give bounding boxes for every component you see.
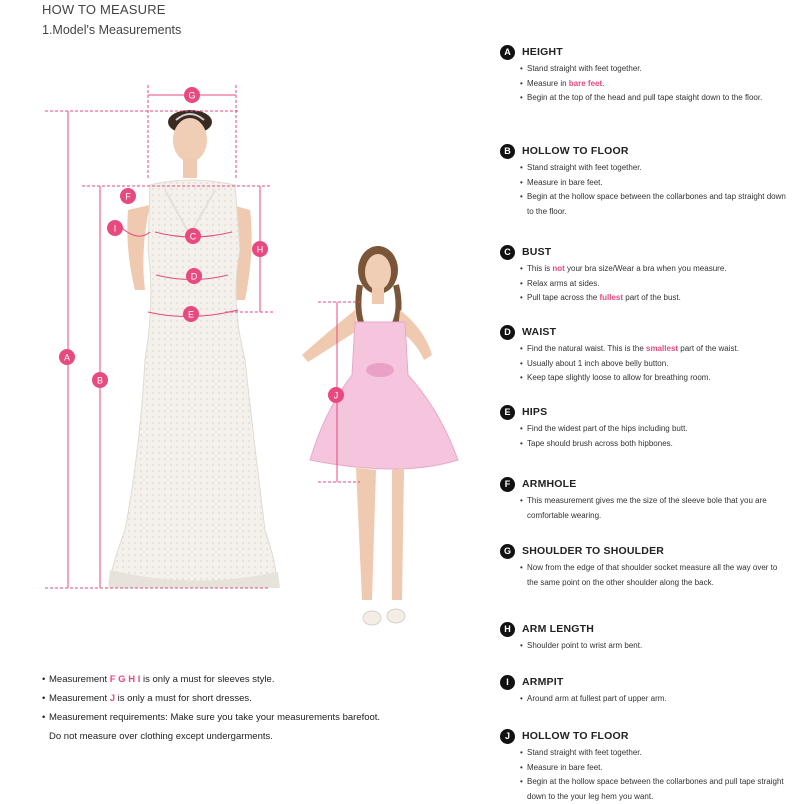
highlight-text: smallest [646, 344, 679, 353]
marker-i [107, 220, 123, 236]
page-subtitle: 1.Model's Measurements [42, 23, 182, 37]
section-title: SHOULDER TO SHOULDER [522, 545, 665, 557]
instruction-item [520, 77, 790, 92]
item-text: is only a must for sleeves style. [140, 674, 275, 685]
badge-j: J [500, 729, 515, 744]
item-text: Begin at the hollow space between the collarbones and tap straight down to the floor. [527, 192, 786, 216]
instruction-item [520, 371, 790, 386]
svg-text:J: J [333, 390, 339, 401]
svg-text:I: I [113, 223, 117, 234]
section-armpit [500, 674, 790, 707]
item-text: Around arm at fullest part of upper arm. [527, 694, 667, 703]
item-text: Find the natural waist. This is the [527, 344, 647, 353]
section-title: WAIST [522, 326, 557, 338]
item-text: . [602, 78, 605, 88]
item-text: Begin at the hollow space between the collarbones and pull tape straight down to the your leg hem you want. [527, 777, 784, 801]
marker-g [184, 87, 200, 103]
instruction-item [520, 62, 790, 77]
svg-text:C: C [189, 231, 197, 242]
item-text: Relax arms at sides. [527, 278, 600, 288]
badge-a: A [500, 45, 515, 60]
item-text: Tape should brush across both hipbones. [527, 438, 673, 448]
measurement-illustration [0, 0, 470, 650]
measurement-notes [42, 670, 482, 746]
item-text: Shoulder point to wrist arm bent. [527, 641, 643, 650]
section-title: HOLLOW TO FLOOR [522, 145, 629, 157]
instruction-item [520, 494, 790, 523]
item-text: This measurement gives me the size of the sleeve bole that you are comfortable wearing. [527, 496, 767, 520]
badge-d: D [500, 325, 515, 340]
badge-b: B [500, 144, 515, 159]
highlight-text: fullest [599, 293, 624, 302]
item-text: Find the widest part of the hips including butt. [527, 424, 688, 433]
marker-b [92, 372, 108, 388]
instruction-item [520, 761, 790, 776]
item-text: Usually about 1 inch above belly button. [527, 358, 669, 368]
instruction-item [520, 277, 790, 292]
instruction-item [520, 176, 790, 191]
section-title: ARM LENGTH [522, 623, 594, 635]
highlight-text: not [552, 264, 565, 273]
instruction-item [520, 190, 790, 219]
note-item [42, 670, 482, 689]
section-height [500, 44, 790, 106]
svg-text:G: G [188, 90, 196, 101]
section-title: ARMHOLE [522, 478, 577, 490]
svg-text:H: H [256, 244, 264, 255]
instruction-item [520, 746, 790, 761]
svg-text:F: F [125, 191, 131, 202]
item-text: part of the waist. [678, 344, 739, 353]
instruction-item [520, 357, 790, 372]
short-dress-model [302, 246, 458, 625]
badge-c: C [500, 245, 515, 260]
item-text: Do not measure over clothing except undergarments. [49, 731, 273, 742]
note-item [42, 727, 482, 746]
item-text: Measurement [49, 674, 110, 685]
section-title: HIPS [522, 406, 548, 418]
item-text: Pull tape across the [527, 293, 600, 302]
marker-h [252, 241, 268, 257]
badge-i: I [500, 675, 515, 690]
item-text: your bra size/Wear a bra when you measure. [564, 264, 727, 273]
marker-e [183, 306, 199, 322]
badge-e: E [500, 405, 515, 420]
item-text: Measurement requirements: Make sure you take your measurements barefoot. [49, 712, 381, 723]
instruction-item [520, 161, 790, 176]
section-shoulder-to-shoulder [500, 543, 790, 590]
item-text: Measure in [527, 78, 569, 88]
instruction-item [520, 692, 790, 707]
item-text: Keep tape slightly loose to allow for breathing room. [527, 373, 711, 382]
section-title: BUST [522, 246, 552, 258]
instruction-item [520, 422, 790, 437]
page-title: HOW TO MEASURE [42, 2, 166, 17]
marker-j [328, 387, 344, 403]
instruction-item [520, 291, 790, 306]
note-item [42, 689, 482, 708]
section-title: HOLLOW TO FLOOR [522, 730, 629, 742]
badge-f: F [500, 477, 515, 492]
instruction-item [520, 262, 790, 277]
section-arm-length [500, 621, 790, 654]
marker-d [186, 268, 202, 284]
item-text: is only a must for short dresses. [115, 693, 252, 704]
badge-g: G [500, 544, 515, 559]
svg-text:B: B [96, 375, 104, 386]
item-text: Stand straight with feet together. [527, 163, 642, 172]
section-hollow-to-floor [500, 143, 790, 219]
section-title: ARMPIT [522, 676, 564, 688]
item-text: part of the bust. [623, 293, 681, 302]
marker-c [185, 228, 201, 244]
section-hollow-to-floor-short [500, 728, 790, 804]
section-armhole [500, 476, 790, 523]
instruction-item [520, 342, 790, 357]
section-bust [500, 244, 790, 306]
highlight-text: bare feet [568, 78, 603, 88]
badge-h: H [500, 622, 515, 637]
highlight-text: F G H I [109, 674, 141, 685]
item-text: Stand straight with feet together. [527, 748, 642, 757]
svg-text:E: E [187, 309, 195, 320]
svg-text:D: D [190, 271, 198, 282]
item-text: Begin at the top of the head and pull tape staight down to the floor. [527, 93, 763, 102]
instruction-item [520, 437, 790, 452]
item-text: Now from the edge of that shoulder socket measure all the way over to the same point on the other shoulder along the back. [527, 563, 778, 587]
instruction-item [520, 639, 790, 654]
section-waist [500, 324, 790, 386]
item-text: Measure in bare feet. [527, 762, 603, 772]
item-text: This is [527, 264, 553, 273]
marker-f [120, 188, 136, 204]
highlight-text: J [109, 693, 116, 704]
marker-a [59, 349, 75, 365]
item-text: Measurement [49, 693, 110, 704]
bride-model [108, 110, 280, 588]
instruction-item [520, 91, 790, 106]
instruction-item [520, 561, 790, 590]
svg-text:A: A [63, 352, 71, 363]
section-title: HEIGHT [522, 46, 563, 58]
item-text: Stand straight with feet together. [527, 64, 642, 73]
section-hips [500, 404, 790, 451]
note-item [42, 708, 482, 727]
item-text: Measure in bare feet. [527, 177, 603, 187]
